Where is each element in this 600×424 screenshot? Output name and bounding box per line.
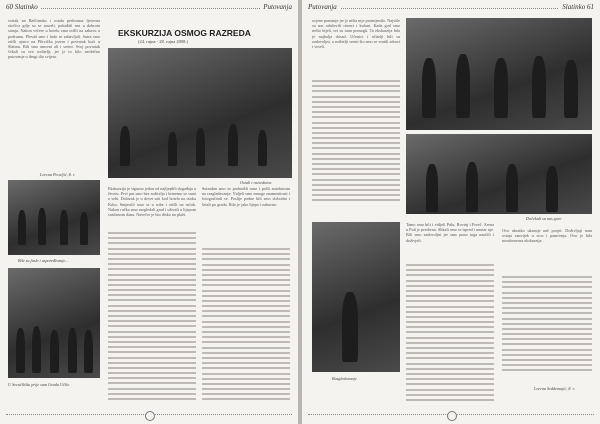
left-byline: Lorena Pecaljić, 8. r.	[40, 172, 76, 177]
caption-group-stairs: Ostali i razrednica	[240, 180, 272, 185]
left-section-name: Putovanja	[260, 3, 292, 11]
left-footer	[6, 414, 292, 421]
left-body-column-1-continued	[108, 232, 196, 412]
left-body-column-2-continued	[202, 248, 290, 412]
photo-group-building	[8, 268, 100, 378]
right-header	[308, 3, 594, 13]
right-top-text-continued	[312, 80, 400, 210]
right-middle-text: Tamo smo bili i vidjeli Pulu, Rovinj i Poreč. Arena u Puli je predivna. Slikali smo se ispred i unutar nje. Bili smo zadovoljni jer smo puno toga naučili i doživjeli.	[406, 222, 494, 243]
caption-group-outdoors: Bile su fasle i uspoređivanje...	[18, 258, 69, 263]
right-top-text: ocjene pomanje jer je ništa nije promijenilo. Najviše su nas oduševili cimeri i kuhari. Kada god smo nešto htjeli, svi su nam pomogli. Ta ekskurzija bila je najbolja dosad. Učenici i učitelji bili su zadovoljni, a roditelji sretni što smo se vratili zdravi i veseli.	[312, 18, 400, 50]
left-header	[6, 3, 292, 13]
right-middle-text-continued	[406, 264, 494, 412]
right-page	[302, 0, 600, 424]
photo-dark-scene	[312, 222, 400, 372]
right-footer	[308, 414, 594, 421]
caption-group-building: U Sveučilištu prije sam Gradu Učilo	[8, 382, 70, 387]
right-column-text: Ovo ukratko ukazuje naš posjet. Doživljaji nam ostaju zauvijek u srcu i pamćenju. Ovo je bila nezaboravna ekskurzija.	[502, 228, 592, 244]
article-title: EKSKURZIJA OSMOG RAZREDA	[118, 28, 251, 38]
right-column-text-continued	[502, 276, 592, 380]
photo-group-outdoors	[8, 180, 100, 255]
group-photo-stairs	[108, 48, 292, 178]
left-page	[0, 0, 298, 424]
photo-students-group	[406, 18, 592, 130]
article-dates: (24. rujna - 28. rujna 2008.)	[138, 39, 188, 44]
right-byline: Lorena Seddemajić, 8. r.	[534, 386, 575, 391]
left-body-column-1: Ekskurzija je sigurno jedan od najljepših događaja u životu. Prvi put smo bez roditelja i brinemo se sami o sebi. Dolazak je u devet sati kod hotela na otoku Krku. Smjestili smo se u sobe i otišli na ručak. Nakon ručka smo razgledali grad i uživali u lijepom sunčanom danu. Navečer je bio disko na plaži.	[108, 186, 196, 218]
left-body-column-2: Sutradan smo se probudili rano i pošli autobusom na razgledavanje. Vidjeli smo mnoge znamenitosti i fotografirali se. Poslije podne bili smo slobodni i šetali po gradu. Bilo je jako lijepo i zabavno.	[202, 186, 290, 207]
caption-welcome: Dočekali su nas gore	[526, 216, 562, 221]
photo-students-welcome	[406, 134, 592, 214]
right-section-name: Putovanja	[308, 3, 340, 11]
left-top-text: vratak na Baščansku i ostala prekrasna ljetovna otočica gdje su se susreli, pohađali nas u dobrom stanju. Nakon večere u hotelu smo otišli na zabavu u podrumu. Plesali smo i ludo se zabavljali. Sutra smo otišli ujutro na Plitvička jezera i povratak kući u Slatinu. Bili smo umorni ali i sretni. Svoj povratak čekali su sve roditelji, jer je to bilo neobično putovanje u drugi dio svijeta.	[8, 18, 100, 60]
left-page-number-and-title: 60 Slatinko	[6, 3, 41, 11]
right-page-number-and-title: Slatinko 61	[559, 3, 594, 11]
caption-dark-scene: Razgledavanje	[332, 376, 357, 381]
